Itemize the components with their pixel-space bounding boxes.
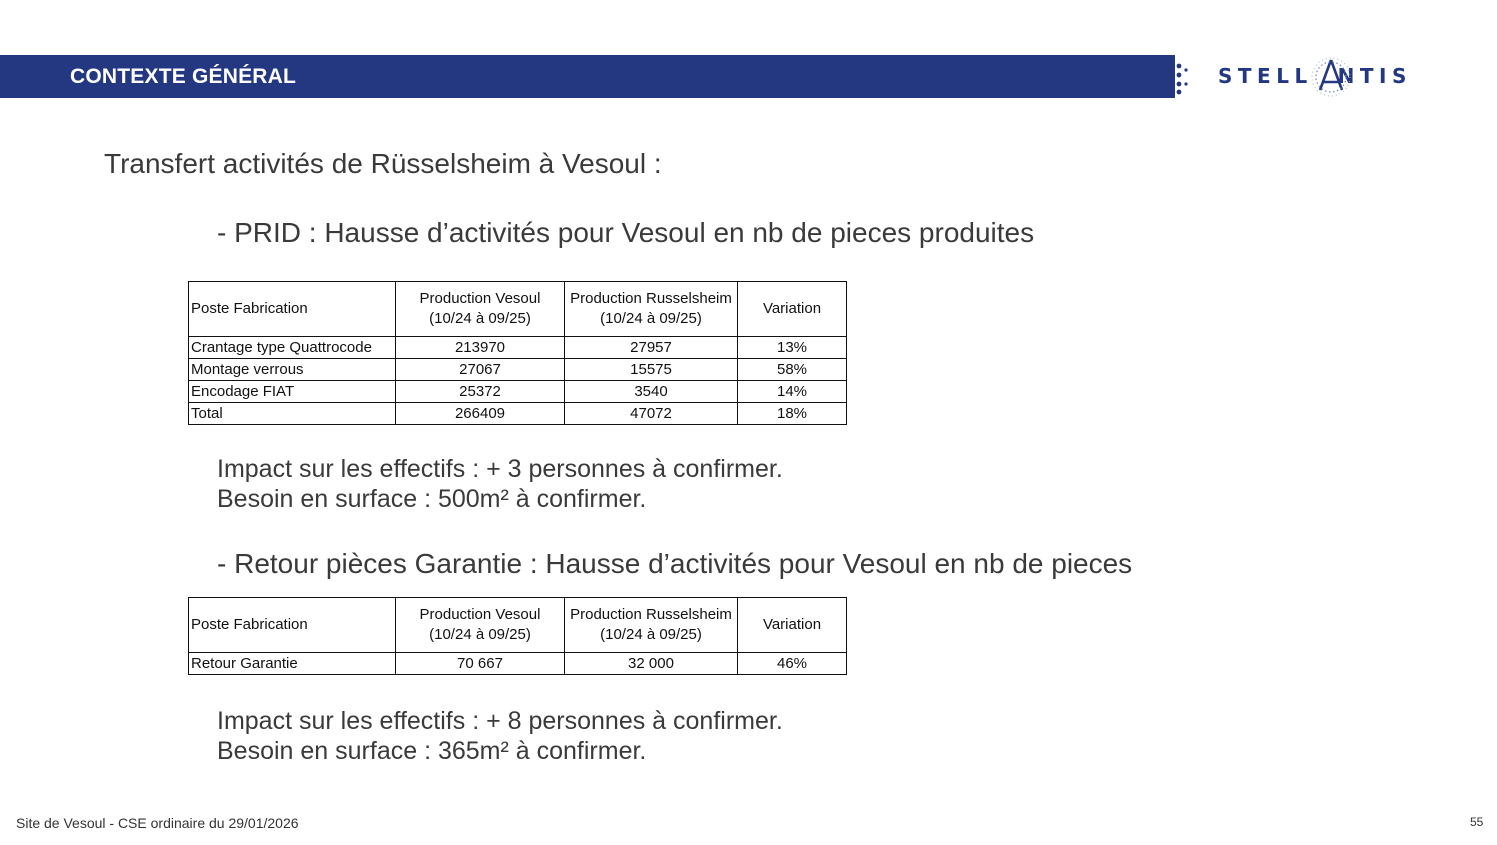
section-2-title: - Retour pièces Garantie : Hausse d’activités pour Vesoul en nb de pieces: [217, 548, 1133, 579]
table-cell: 13%: [738, 337, 847, 359]
table-cell: 15575: [565, 359, 738, 381]
header-cell: Variation: [738, 598, 847, 653]
table-row: [189, 359, 847, 381]
header-cell: Production Russelsheim (10/24 à 09/25): [565, 282, 738, 337]
header-cell: Variation: [738, 282, 847, 337]
logo-text: STELL NTIS: [1218, 64, 1412, 88]
table-cell: 47072: [565, 403, 738, 425]
table-row: [189, 337, 847, 359]
header-cell: Production Vesoul (10/24 à 09/25): [396, 598, 565, 653]
table-cell: 46%: [738, 653, 847, 675]
dots-decoration-icon: [1165, 58, 1191, 96]
table-cell: 70 667: [396, 653, 565, 675]
page-number: 55: [1470, 815, 1484, 829]
table-row: [189, 653, 847, 675]
table-header-row: [189, 282, 847, 337]
table-cell: 18%: [738, 403, 847, 425]
logo-star-icon: [1306, 56, 1356, 98]
header-cell: Poste Fabrication: [189, 598, 396, 653]
table-cell: 3540: [565, 381, 738, 403]
table-header-row: [189, 598, 847, 653]
table-cell: Total: [189, 403, 396, 425]
table-cell: 58%: [738, 359, 847, 381]
table-cell: Crantage type Quattrocode: [189, 337, 396, 359]
table-cell: 27067: [396, 359, 565, 381]
table-cell: 266409: [396, 403, 565, 425]
table-cell: 25372: [396, 381, 565, 403]
table-row: [189, 381, 847, 403]
footer-text: Site de Vesoul - CSE ordinaire du 29/01/2026: [16, 815, 299, 831]
header-cell: Production Vesoul (10/24 à 09/25): [396, 282, 565, 337]
table-cell: 27957: [565, 337, 738, 359]
table-cell: Montage verrous: [189, 359, 396, 381]
section-1-title: - PRID : Hausse d’activités pour Vesoul en nb de pieces produites: [217, 217, 1035, 248]
impact-line-2: Impact sur les effectifs : + 8 personnes à confirmer.: [217, 707, 783, 735]
table-cell: 213970: [396, 337, 565, 359]
section-title: CONTEXTE GÉNÉRAL: [70, 65, 297, 88]
table-cell: Retour Garantie: [189, 653, 396, 675]
table-row: [189, 403, 847, 425]
prid-table: [188, 281, 847, 425]
table-cell: 14%: [738, 381, 847, 403]
impact-line-1: Impact sur les effectifs : + 3 personnes à confirmer.: [217, 455, 783, 483]
header-band: [0, 55, 1175, 98]
surface-line-2: Besoin en surface : 365m² à confirmer.: [217, 737, 647, 765]
stellantis-logo: [1218, 56, 1448, 98]
header-cell: Poste Fabrication: [189, 282, 396, 337]
table-cell: 32 000: [565, 653, 738, 675]
header-cell: Production Russelsheim (10/24 à 09/25): [565, 598, 738, 653]
slide-heading: Transfert activités de Rüsselsheim à Vesoul :: [104, 148, 662, 179]
surface-line-1: Besoin en surface : 500m² à confirmer.: [217, 485, 647, 513]
garantie-table: [188, 597, 847, 675]
table-cell: Encodage FIAT: [189, 381, 396, 403]
